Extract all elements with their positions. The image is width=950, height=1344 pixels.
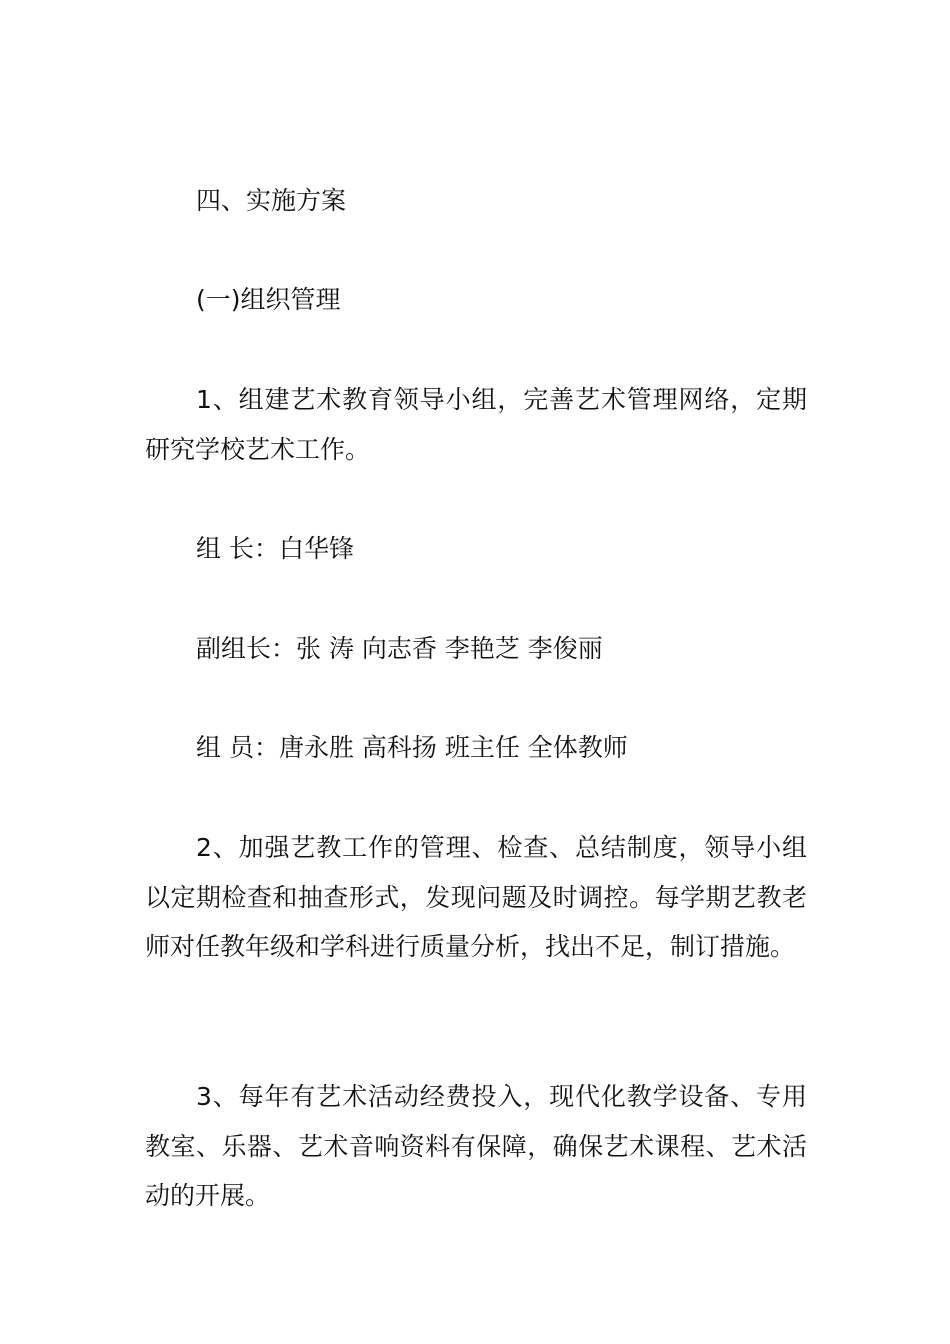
leader-line: 组 长：白华锋	[196, 534, 354, 563]
members-line: 组 员：唐永胜 高科扬 班主任 全体教师	[196, 733, 628, 762]
subsection-heading: (一)组织管理	[196, 285, 341, 314]
item-3-paragraph: 3、每年有艺术活动经费投入，现代化教学设备、专用教室、乐器、艺术音响资料有保障，确保艺术课程、艺术活动的开展。	[145, 1082, 807, 1210]
item-1-paragraph: 1、组建艺术教育领导小组，完善艺术管理网络，定期研究学校艺术工作。	[145, 385, 807, 464]
deputy-leaders-line: 副组长：张 涛 向志香 李艳芝 李俊丽	[196, 634, 603, 663]
section-heading: 四、实施方案	[196, 186, 347, 215]
item-2-paragraph: 2、加强艺教工作的管理、检查、总结制度，领导小组以定期检查和抽查形式，发现问题及时调控。每学期艺教老师对任教年级和学科进行质量分析，找出不足，制订措施。	[145, 833, 807, 961]
